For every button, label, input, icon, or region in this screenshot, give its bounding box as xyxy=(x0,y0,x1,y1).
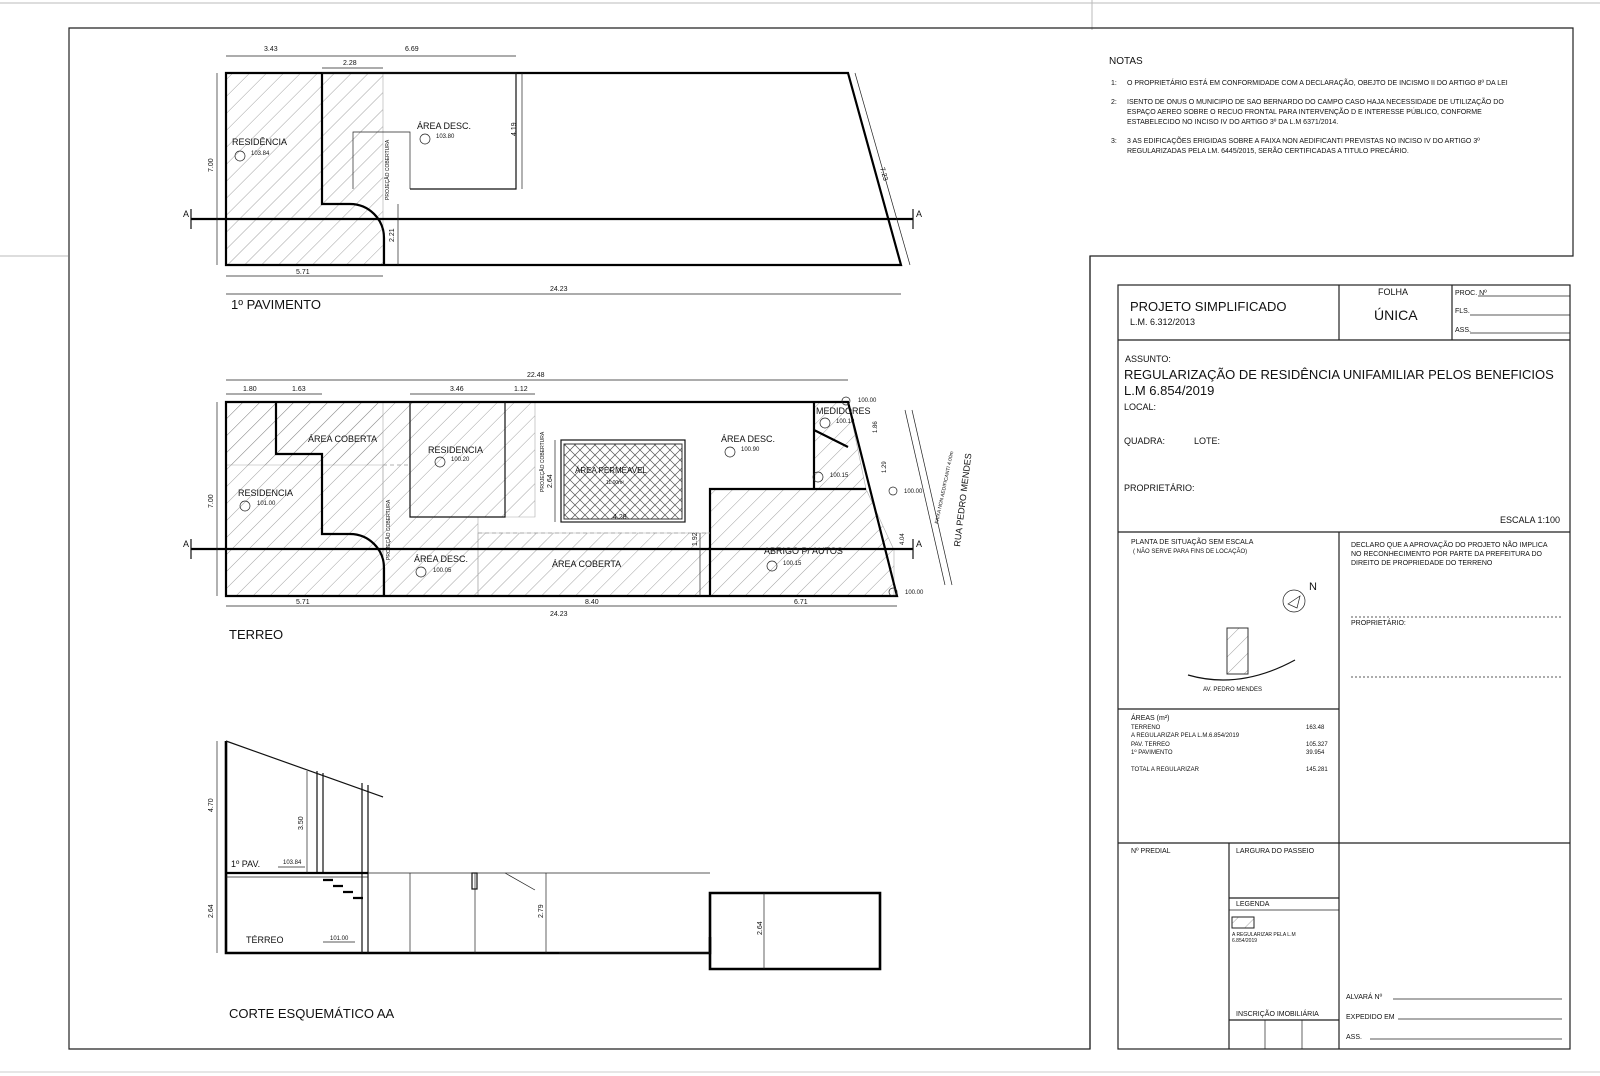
notes-block xyxy=(1109,56,1508,155)
level-value: 100.00 xyxy=(905,590,924,596)
inscricao-label: INSCRIÇÃO IMOBILIÁRIA xyxy=(1236,1011,1319,1018)
folha-value: ÚNICA xyxy=(1374,307,1418,323)
note-2 xyxy=(1111,97,1504,126)
section-mark-right: A xyxy=(916,539,923,549)
dimension-label: 1.80 xyxy=(243,386,257,393)
declaro-line: NO RECONHECIMENTO POR PARTE DA PREFEITURA DO xyxy=(1351,551,1542,558)
dimension-label: 5.71 xyxy=(296,599,310,606)
level-value: 103.84 xyxy=(251,151,270,157)
dimension-label: 3.46 xyxy=(450,386,464,393)
faixa-label: FAIXA NON AEDIFICANTI 4.00m xyxy=(934,450,956,525)
avenue-label: AV. PEDRO MENDES xyxy=(1203,687,1263,693)
garage-section xyxy=(710,893,880,969)
dimension-label: 7.00 xyxy=(208,494,215,508)
project-law: L.M. 6.312/2013 xyxy=(1130,317,1196,327)
plan-1-pavimento xyxy=(183,46,922,312)
room-label: RESIDÊNCIA xyxy=(232,137,288,147)
street-label: RUA PEDRO MENDES xyxy=(952,452,974,548)
dimension-label: 4.19 xyxy=(511,122,518,136)
level-value: 103.84 xyxy=(283,860,302,866)
residence-hatch xyxy=(226,73,383,265)
level-value: 100.90 xyxy=(741,447,760,453)
folha-label: FOLHA xyxy=(1378,287,1409,297)
room-label: RESIDENCIA xyxy=(428,445,484,455)
escala-label: ESCALA 1:100 xyxy=(1500,515,1561,525)
area-label: 1º PAVIMENTO xyxy=(1131,750,1173,756)
plan-title: 1º PAVIMENTO xyxy=(231,297,321,312)
alvara-label: ALVARÁ Nº xyxy=(1346,994,1383,1001)
note-number: 3: xyxy=(1111,138,1117,145)
dimension-label: 2.28 xyxy=(343,60,357,67)
expedido-label: EXPEDIDO EM xyxy=(1346,1014,1395,1021)
area-label: TOTAL A REGULARIZAR xyxy=(1131,767,1199,773)
room-label: RESIDENCIA xyxy=(238,488,294,498)
situacao-subtitle: ( NÃO SERVE PARA FINS DE LOCAÇÃO) xyxy=(1133,549,1248,555)
dimension-label: 4.04 xyxy=(900,533,906,545)
dimension-label: 7.23 xyxy=(878,166,889,182)
declaro-line: DECLARO QUE A APROVAÇÃO DO PROJETO NÃO IMPLICA xyxy=(1351,542,1548,549)
level-value: 100.15 xyxy=(783,561,802,567)
dimension-label: 1.92 xyxy=(692,532,699,546)
dimension-label: 2.79 xyxy=(538,904,545,918)
local-label: LOCAL: xyxy=(1124,402,1157,412)
lot-situation xyxy=(1227,628,1248,674)
level-marker-icon xyxy=(725,447,735,457)
area-value: 39.954 xyxy=(1306,750,1325,756)
dimension-label: 2.64 xyxy=(757,921,764,935)
level-value: 101.00 xyxy=(330,936,349,942)
section-mark-left: A xyxy=(183,209,190,219)
section-aa xyxy=(208,741,880,1021)
dimension-label: 4.70 xyxy=(208,798,215,812)
dimension-label: 8.40 xyxy=(585,599,599,606)
residence-hatch-main xyxy=(226,402,383,596)
legenda-label: LEGENDA xyxy=(1236,901,1270,908)
section-mark-right: A xyxy=(916,209,923,219)
room-label: ÁREA DESC. xyxy=(414,554,469,564)
note-3 xyxy=(1111,136,1480,155)
note-line: REGULARIZADAS PELA LM. 6445/2015, SERÃO CERTIFICADAS A TITULO PRECÁRIO. xyxy=(1127,148,1409,155)
north-label: N xyxy=(1309,581,1317,593)
level-value: 100.05 xyxy=(433,568,452,574)
garage-hatch xyxy=(478,489,894,596)
level-name: TÉRREO xyxy=(246,935,284,945)
note-1 xyxy=(1111,78,1508,87)
room-label: MEDIDORES xyxy=(816,406,871,416)
level-value: 100.10 xyxy=(836,419,855,425)
level-value: 100.00 xyxy=(858,398,877,404)
note-line: ISENTO DE ONUS O MUNICIPIO DE SAO BERNARDO DO CAMPO CASO HAJA NECESSIDADE DE UTILIZAÇÃO DO xyxy=(1127,99,1504,106)
dimension-label: 24.23 xyxy=(550,611,568,618)
ass2-label: ASS. xyxy=(1346,1034,1362,1041)
projection-label: PROJEÇÃO COBERTURA xyxy=(385,139,391,200)
note-number: 2: xyxy=(1111,99,1117,106)
title-block xyxy=(1118,285,1570,1049)
notes-title: NOTAS xyxy=(1109,56,1143,67)
proprietario-label: PROPRIETÁRIO: xyxy=(1124,483,1195,493)
level-value: 100.00 xyxy=(904,489,923,495)
project-title: PROJETO SIMPLIFICADO xyxy=(1130,299,1287,314)
level-value: 100.15 xyxy=(830,473,849,479)
area-value: 11.00m² xyxy=(606,480,624,486)
dimension-label: 22.48 xyxy=(527,372,545,379)
quadra-label: QUADRA: xyxy=(1124,436,1166,446)
areas-title: ÁREAS (m²) xyxy=(1131,715,1170,722)
dimension-label: 1.12 xyxy=(514,386,528,393)
section-outline xyxy=(226,741,710,953)
proprietario2-label: PROPRIETÁRIO: xyxy=(1351,620,1406,627)
assunto-line-1: REGULARIZAÇÃO DE RESIDÊNCIA UNIFAMILIAR PELOS BENEFICIOS xyxy=(1124,367,1554,382)
assunto-line-2: L.M 6.854/2019 xyxy=(1124,383,1215,398)
dimension-label: 2.64 xyxy=(208,904,215,918)
note-line: ESTABELECIDO NO INCISO IV DO ARTIGO 3º DA L.M 6371/2014. xyxy=(1127,119,1339,126)
dimension-label: 2.21 xyxy=(389,228,396,242)
room-label: ÁREA PERMEAVEL xyxy=(575,466,647,475)
area-value: 105.327 xyxy=(1306,742,1328,748)
dimension-label: 1.63 xyxy=(292,386,306,393)
dimension-label: 4.28 xyxy=(613,514,627,521)
area-label: A REGULARIZAR PELA L.M.6.854/2019 xyxy=(1131,733,1240,739)
legenda-item: 6.854/2019 xyxy=(1232,938,1258,944)
level-name: 1º PAV. xyxy=(231,859,261,869)
assunto-label: ASSUNTO: xyxy=(1125,354,1171,364)
level-value: 103.80 xyxy=(436,134,455,140)
room-label: ÁREA COBERTA xyxy=(552,559,622,569)
ass-label: ASS. xyxy=(1455,327,1471,334)
room-label: ÁREA DESC. xyxy=(721,434,776,444)
projection-label: PROJEÇÃO COBERTURA xyxy=(386,499,392,560)
note-line: O PROPRIETÁRIO ESTÁ EM CONFORMIDADE COM A DECLARAÇÃO, OBEJTO DE INCISMO II DO ARTIGO 8º DA LEI xyxy=(1127,80,1508,87)
predial-label: Nº PREDIAL xyxy=(1131,848,1171,855)
area-label: TERRENO xyxy=(1131,725,1161,731)
note-line: ESPAÇO AEREO SOBRE O RECUO FRONTAL PARA INTERVENÇÃO D E INTERESSE PÚBLICO, CONFORME xyxy=(1127,109,1482,116)
level-marker-icon xyxy=(889,487,897,495)
projection-label: PROJEÇÃO COBERTURA xyxy=(540,431,546,492)
legenda-item: A REGULARIZAR PELA L.M xyxy=(1232,932,1296,938)
legend-hatch-swatch xyxy=(1232,917,1254,928)
dimension-label: 7.00 xyxy=(208,158,215,172)
room-label: ABRIGO P/ AUTOS xyxy=(764,546,843,556)
dimension-label: 6.71 xyxy=(794,599,808,606)
plan-title: TERREO xyxy=(229,627,284,642)
dimension-label: 1.86 xyxy=(873,421,879,433)
level-value: 100.20 xyxy=(451,457,470,463)
section-title: CORTE ESQUEMÁTICO AA xyxy=(229,1006,395,1021)
room-label: ÁREA COBERTA xyxy=(308,434,378,444)
dimension-label: 24.23 xyxy=(550,286,568,293)
area-label: PAV. TERREO xyxy=(1131,742,1170,748)
plan-terreo xyxy=(183,372,973,642)
dimension-label: 5.71 xyxy=(296,269,310,276)
dimension-label: 1.29 xyxy=(882,461,888,473)
declaro-line: DIREITO DE PROPRIEDADE DO TERRENO xyxy=(1351,560,1493,567)
dimension-label: 2.64 xyxy=(547,474,554,488)
note-number: 1: xyxy=(1111,80,1117,87)
proc-label: PROC. Nº xyxy=(1455,290,1487,297)
fls-label: FLS. xyxy=(1455,308,1470,315)
level-value: 101.00 xyxy=(257,501,276,507)
dimension-label: 6.69 xyxy=(405,46,419,53)
note-line: 3 AS EDIFICAÇÕES ERIGIDAS SOBRE A FAIXA NON AEDIFICANTI PREVISTAS NO INCISO IV DO ARTIGO 3º xyxy=(1127,138,1480,145)
room-label: ÁREA DESC. xyxy=(417,121,472,131)
level-marker-icon xyxy=(420,134,430,144)
situacao-title: PLANTA DE SITUAÇÃO SEM ESCALA xyxy=(1131,539,1254,546)
dimension-label: 3.43 xyxy=(264,46,278,53)
north-arrow-icon xyxy=(1283,590,1305,612)
lote-label: LOTE: xyxy=(1194,436,1221,446)
area-value: 163.48 xyxy=(1306,725,1325,731)
dimension-label: 3.50 xyxy=(298,816,305,830)
section-mark-left: A xyxy=(183,539,190,549)
area-value: 145.281 xyxy=(1306,767,1328,773)
largura-label: LARGURA DO PASSEIO xyxy=(1236,848,1315,855)
stairs xyxy=(323,880,363,898)
